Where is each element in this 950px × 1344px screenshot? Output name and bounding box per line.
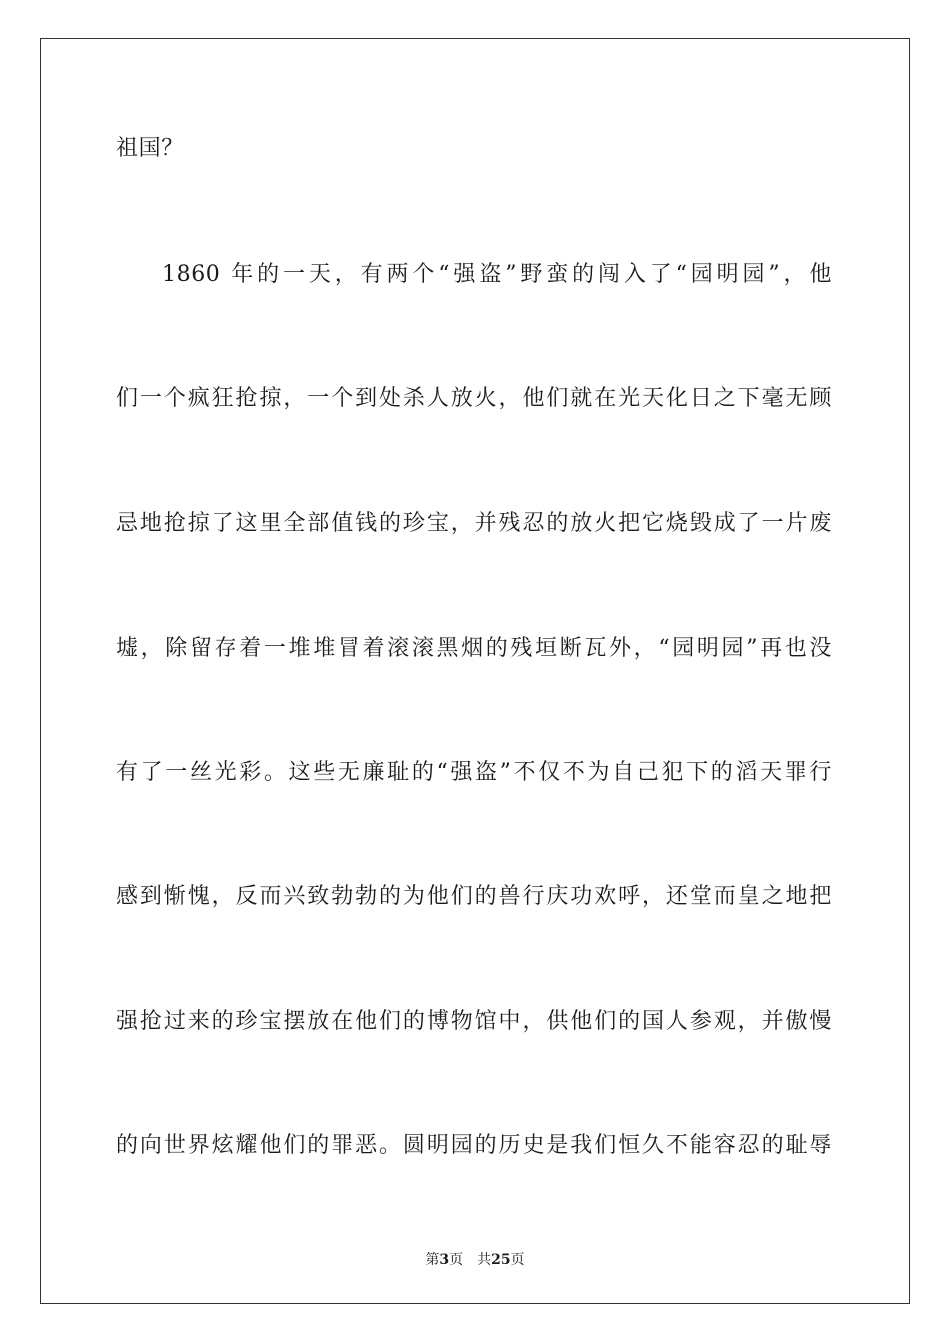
- text-line-2: 1860 年的一天，有两个“强盗”野蛮的闯入了“园明园”，他: [162, 262, 832, 287]
- text-line-3: 们一个疯狂抢掠，一个到处杀人放火，他们就在光天化日之下毫无顾: [116, 386, 832, 411]
- text-line-9: 的向世界炫耀他们的罪恶。圆明园的历史是我们恒久不能容忍的耻辱: [116, 1133, 832, 1158]
- text-line-6: 有了一丝光彩。这些无廉耻的“强盗”不仅不为自己犯下的滔天罪行: [116, 760, 832, 785]
- page-footer: [0, 1249, 950, 1269]
- total-prefix: 共: [477, 1252, 492, 1268]
- text-line-7: 感到惭愧，反而兴致勃勃的为他们的兽行庆功欢呼，还堂而皇之地把: [116, 884, 832, 909]
- total-page-number: 25: [491, 1252, 511, 1268]
- page-border: [40, 38, 910, 1304]
- total-suffix: 页: [510, 1252, 525, 1268]
- page-suffix: 页: [449, 1252, 464, 1268]
- text-line-1: 祖国？: [116, 136, 184, 161]
- page-prefix: 第: [425, 1252, 440, 1268]
- text-line-5: 墟，除留存着一堆堆冒着滚滚黑烟的残垣断瓦外，“园明园”再也没: [116, 636, 832, 661]
- text-line-4: 忌地抢掠了这里全部值钱的珍宝，并残忍的放火把它烧毁成了一片废: [116, 511, 832, 536]
- text-line-8: 强抢过来的珍宝摆放在他们的博物馆中，供他们的国人参观，并傲慢: [116, 1009, 832, 1034]
- current-page-number: 3: [439, 1252, 450, 1268]
